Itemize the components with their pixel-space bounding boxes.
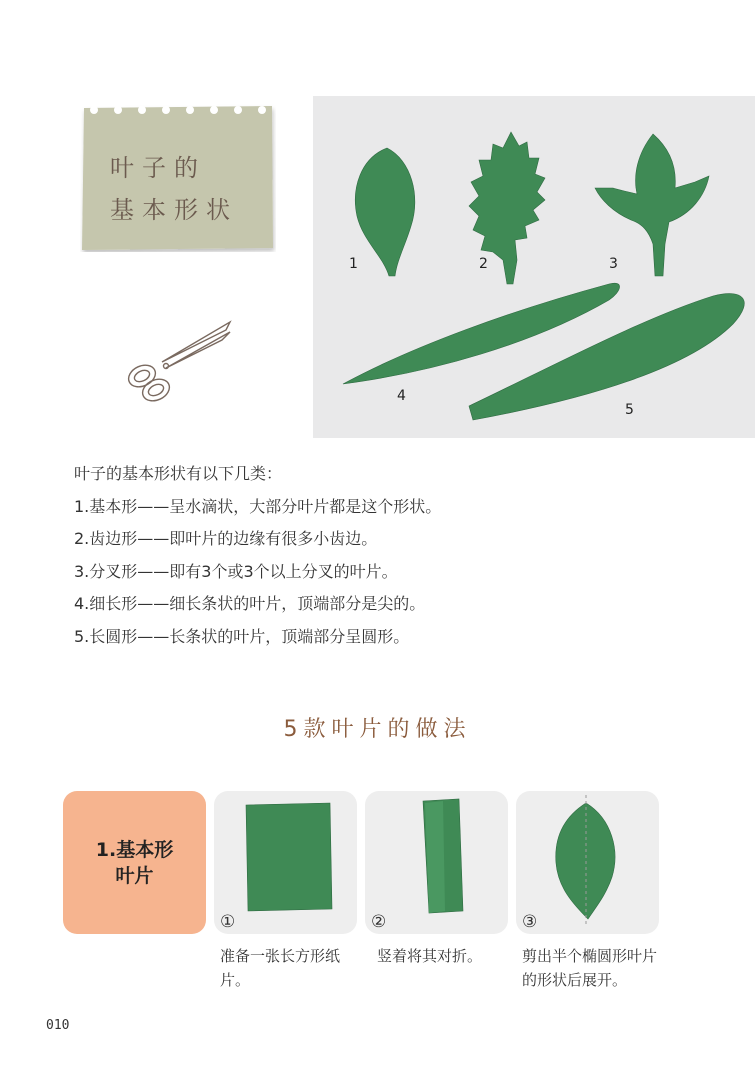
- step-number-1: ①: [220, 912, 236, 932]
- step-card-line-1: 1.基本形: [95, 838, 174, 861]
- leaf-shapes-photo: [313, 96, 755, 438]
- leaf-label-4: 4: [397, 388, 406, 404]
- leaf-label-3: 3: [609, 256, 618, 272]
- note-title: [110, 147, 238, 231]
- leaf-basic-shape: [355, 148, 415, 276]
- step-caption-2: 竖着将其对折。: [377, 947, 483, 965]
- step-card-basic-leaf: [63, 791, 206, 934]
- step-number-3: ③: [522, 912, 538, 932]
- cut-leaf-illustration: [516, 791, 659, 934]
- intro-item-2: 2.齿边形——即叶片的边缘有很多小齿边。: [74, 529, 378, 548]
- step-number-2: ②: [371, 912, 387, 932]
- intro-item-3: 3.分叉形——即有3个或3个以上分叉的叶片。: [74, 561, 398, 581]
- section-title: 5款叶片的做法: [283, 717, 472, 742]
- leaf-long-rounded-shape: [469, 294, 744, 420]
- folded-paper-illustration: [365, 791, 508, 934]
- rectangle-paper-illustration: [214, 791, 357, 934]
- step-caption-1: 准备一张长方形纸片。: [220, 947, 341, 989]
- scissors-icon: [122, 318, 234, 408]
- step-photo-1: [214, 791, 357, 934]
- leaf-forked-shape: [595, 134, 709, 276]
- step-caption-3: 剪出半个椭圆形叶片的形状后展开。: [522, 947, 658, 989]
- intro-item-4: 4.细长形——细长条状的叶片，顶端部分是尖的。: [74, 594, 426, 613]
- intro-item-5: 5.长圆形——长条状的叶片，顶端部分呈圆形。: [74, 626, 410, 646]
- intro-item-1: 1.基本形——呈水滴状，大部分叶片都是这个形状。: [74, 496, 442, 516]
- leaf-label-5: 5: [625, 402, 634, 418]
- page-number: 010: [46, 1018, 70, 1033]
- step-photo-3: [516, 791, 659, 934]
- title-note: [80, 102, 276, 252]
- note-title-line-1: 叶子的: [110, 154, 206, 182]
- leaf-shapes-illustration: [313, 96, 755, 438]
- step-photo-2: [365, 791, 508, 934]
- intro-text: [74, 458, 714, 653]
- leaf-label-2: 2: [479, 256, 488, 272]
- step-card-line-2: 叶片: [115, 864, 154, 887]
- note-title-line-2: 基本形状: [110, 196, 238, 224]
- leaf-label-1: 1: [349, 256, 358, 272]
- intro-heading: 叶子的基本形状有以下几类：: [74, 464, 283, 483]
